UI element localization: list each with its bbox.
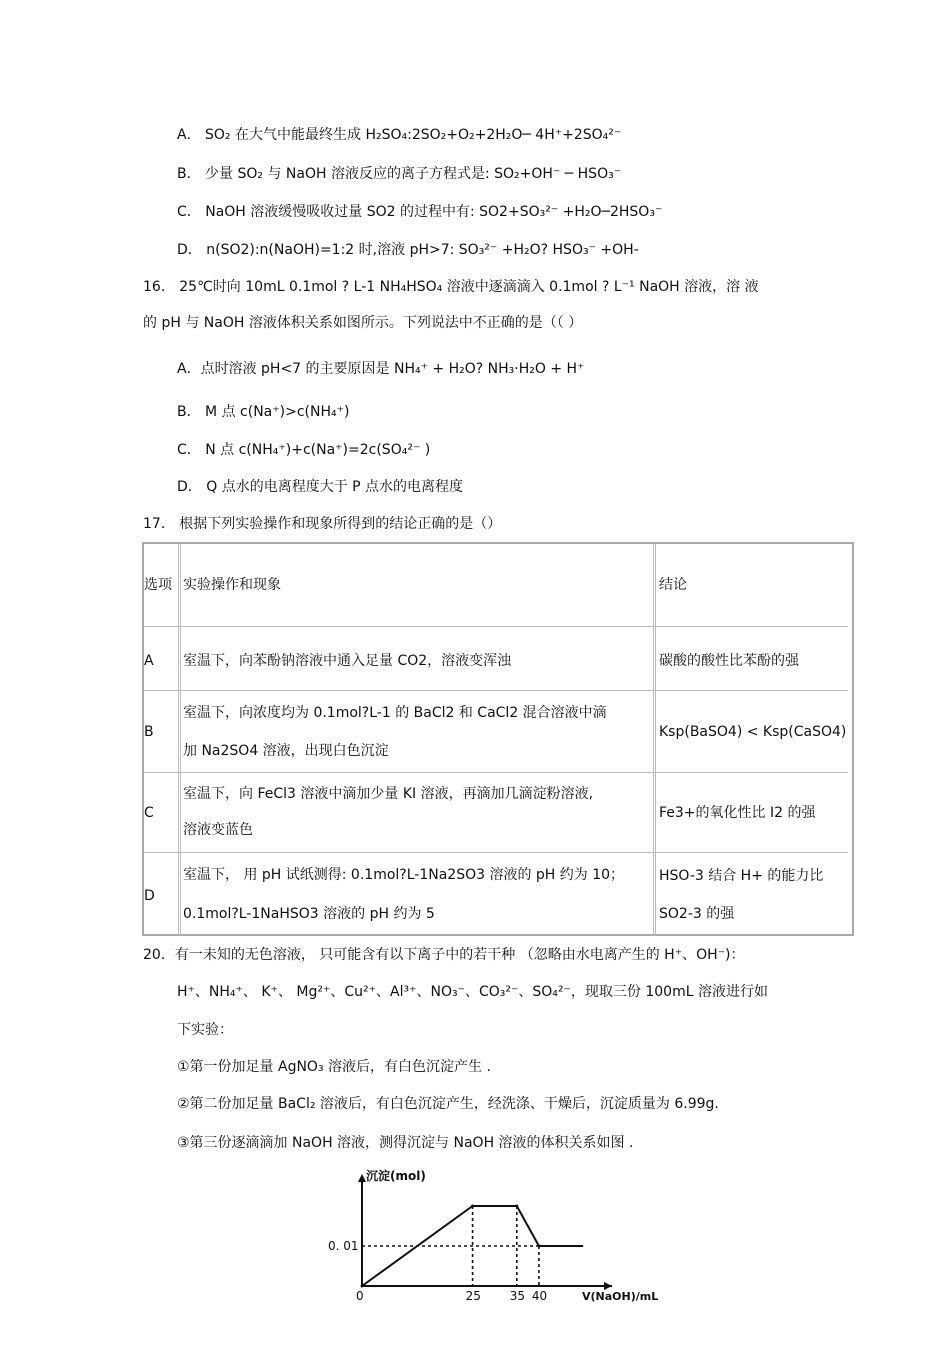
q16-stem-line2: 的 pH 与 NaOH 溶液体积关系如图所示。下列说法中不正确的是（（ ） [143,315,583,331]
x-tick-label: 25 [465,1289,481,1303]
table-row [144,690,848,773]
table-row [144,772,848,853]
row-operation-cont: 溶液变蓝色 [183,822,253,838]
header-operation: 实验操作和现象 [183,577,281,593]
x-axis-arrow [604,1282,612,1290]
table-header-row [144,544,848,626]
precipitate-chart [322,1169,659,1303]
q15-option-b: B． 少量 SO₂ 与 NaOH 溶液反应的离子方程式是: SO₂+OH⁻ ─ HSO₃⁻ [177,166,622,182]
row-conclusion: Fe3+的氧化性比 I2 的强 [659,805,816,821]
q17-stem: 17． 根据下列实验操作和现象所得到的结论正确的是（） [143,516,502,532]
q16-option-c: C． N 点 c(NH₄⁺)+c(Na⁺)=2c(SO₄²⁻ ) [177,442,431,458]
row-option: D [144,888,155,904]
y-tick-label: 0. 01 [328,1239,359,1253]
row-conclusion-cont: SO2-3 的强 [659,906,735,922]
table-row [144,626,848,691]
row-operation-cont: 0.1mol?L-1NaHSO3 溶液的 pH 约为 5 [183,906,435,922]
q20-stem-line3: 下实验： [177,1022,233,1038]
row-operation: 室温下，向 FeCl3 溶液中滴加少量 KI 溶液，再滴加几滴淀粉溶液, [183,786,594,802]
header-option: 选项 [144,577,172,593]
row-conclusion: HSO-3 结合 H+ 的能力比 [659,868,824,884]
q20-stem-line2: H⁺、NH₄⁺、 K⁺、 Mg²⁺、Cu²⁺、Al³⁺、NO₃⁻、CO₃²⁻、SO₄²⁻，现取三份 100mL 溶液进行如 [177,984,768,1000]
header-conclusion: 结论 [659,577,687,593]
q16-stem-line1: 16． 25℃时向 10mL 0.1mol ? L-1 NH₄HSO₄ 溶液中逐滴滴入 0.1mol ? L⁻¹ NaOH 溶液，溶 液 [143,279,759,295]
row-operation: 室温下，向浓度均为 0.1mol?L-1 的 BaCl2 和 CaCl2 混合溶液中滴 [183,705,607,721]
row-option: C [144,805,154,821]
row-conclusion: 碳酸的酸性比苯酚的强 [659,653,799,669]
q20-step-3: ③第三份逐滴滴加 NaOH 溶液，测得沉淀与 NaOH 溶液的体积关系如图 . [177,1135,634,1151]
q20-stem-line1: 20．有一未知的无色溶液， 只可能含有以下离子中的若干种 （忽略由水电离产生的 H⁺、OH⁻)： [143,947,745,963]
row-operation: 室温下，向苯酚钠溶液中通入足量 CO2，溶液变浑浊 [183,653,512,669]
row-option: B [144,724,154,740]
x-tick-label: 0 [356,1289,364,1303]
data-point [361,1285,364,1288]
q16-option-b: B． M 点 c(Na⁺)>c(NH₄⁺) [177,404,350,420]
row-option: A [144,653,154,669]
q17-table [142,542,854,936]
x-tick-label: 40 [531,1289,548,1303]
q16-option-a: A．点时溶液 pH<7 的主要原因是 NH₄⁺ + H₂O? NH₃·H₂O + H⁺ [177,361,585,377]
data-point [471,1205,474,1208]
data-point [515,1205,518,1208]
q15-option-c: C． NaOH 溶液缓慢吸收过量 SO2 的过程中有: SO2+SO₃²⁻ +H₂O─2HSO₃⁻ [177,204,663,220]
table-row [144,852,848,935]
y-axis-label: 沉淀(mol) [366,1169,426,1183]
x-axis-label: V(NaOH)/mL [582,1290,659,1303]
q15-option-a: A． SO₂ 在大气中能最终生成 H₂SO₄:2SO₂+O₂+2H₂O─ 4H⁺+2SO₄²⁻ [177,127,622,143]
data-point [537,1245,540,1248]
y-axis-arrow [358,1174,366,1182]
q16-option-d: D． Q 点水的电离程度大于 P 点水的电离程度 [177,479,464,495]
x-tick-label: 35 [509,1289,526,1303]
q20-step-1: ①第一份加足量 AgNO₃ 溶液后，有白色沉淀产生 . [177,1059,491,1075]
q15-option-d: D． n(SO2):n(NaOH)=1:2 时,溶液 pH>7: SO₃²⁻ +H₂O? HSO₃⁻ +OH- [177,242,639,258]
row-operation-cont: 加 Na2SO4 溶液，出现白色沉淀 [183,743,389,759]
row-operation: 室温下， 用 pH 试纸测得: 0.1mol?L-1Na2SO3 溶液的 pH 约为 10； [183,867,625,883]
row-conclusion: Ksp(BaSO4) < Ksp(CaSO4) [659,724,847,740]
q20-step-2: ②第二份加足量 BaCl₂ 溶液后，有白色沉淀产生，经洗涤、干燥后，沉淀质量为 6.99g. [177,1096,719,1112]
